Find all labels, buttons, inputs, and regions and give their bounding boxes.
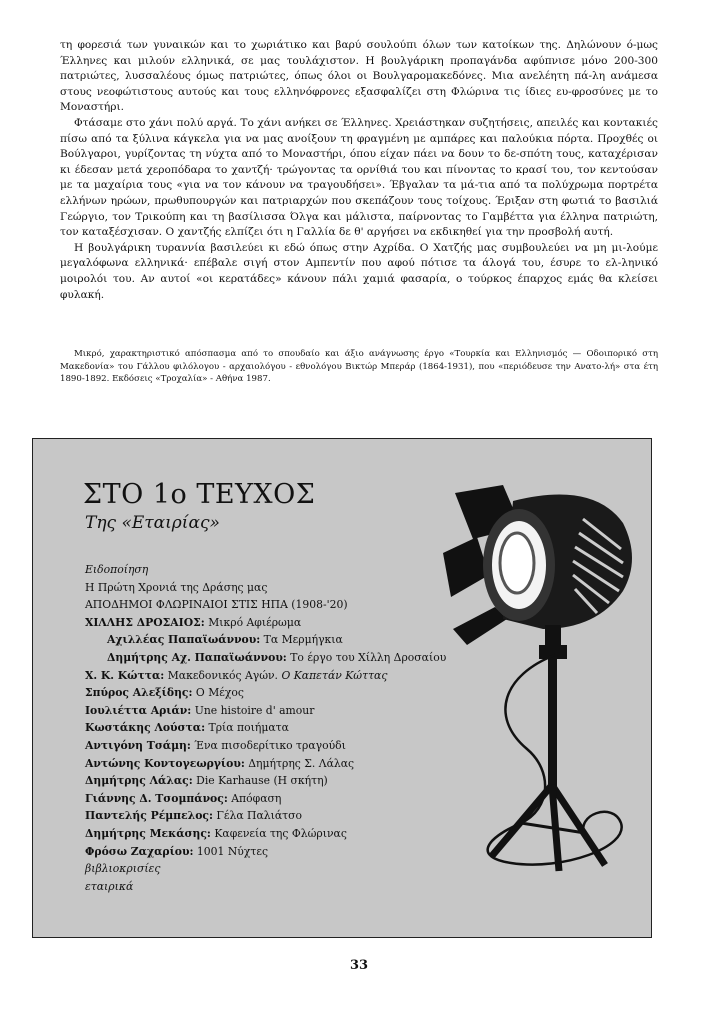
toc-entry: Γιάννης Δ. Τσομπάνος: Απόφαση xyxy=(85,791,282,805)
toc-entry: Σπύρος Αλεξίδης: Ο Μέχος xyxy=(85,686,244,700)
toc-entry: Φρόσω Ζαχαρίου: 1001 Νύχτες xyxy=(85,844,268,858)
spotlight-icon xyxy=(433,479,643,879)
toc-entry: Χ. Κ. Κώττα: Μακεδονικός Αγών. Ο Καπετάν Κώττας xyxy=(85,668,388,682)
toc-entry: ΧΙΛΛΗΣ ΔΡΟΣΑΙΟΣ: Μικρό Αφιέρωμα xyxy=(85,615,302,629)
article-paragraph: τη φορεσιά των γυναικών και το χωριάτικο και βαρύ σουλούπι όλων των κατοίκων της. Δηλώνουν ό-μως Έλληνες και μιλούν ελληνικά, σε μας τουλάχιστον. Η βουλγάρικη προπαγάνδα αφύπνισε μόνο 200-300 πατριώτες, λυσσαλέους όμως πατριώτες, όπως όλοι οι Βουλγαρομακεδόνες. Μια ανελέητη πά-λη ανάμεσα στους νεοφώτιστους αυτούς και τους ελληνόφρονες εξασφαλίζει στη Φλώρινα τις ίδιες ευ-φροσύνες με το Μοναστήρι. xyxy=(60,39,658,114)
article-paragraph: Η βουλγάρικη τυραννία βασιλεύει κι εδώ όπως στην Αχρίδα. Ο Χατζής μας συμβουλεύει να μη μι-λούμε μεγαλόφωνα ελληνικά· επέβαλε σιγή στον Αμπεντίν που αφού πότισε τα άλογά του, έσυρε το ελ-ληνικό μοιρολόι του. Αν αυτοί «οι κερατάδες» κάνουν πάλι χαμιά φασαρία, ο τούρκος έπαρχος εμάς θα κλείσει φυλακή. xyxy=(60,241,658,301)
issue-contents-panel xyxy=(32,438,652,938)
toc-entry: Αντώνης Κοντογεωργίου: Δημήτρης Σ. Λάλας xyxy=(85,756,355,770)
page-number: 33 xyxy=(349,958,369,973)
toc-entry: Κωστάκης Λούστα: Τρία ποιήματα xyxy=(85,721,289,735)
source-note: Μικρό, χαρακτηριστικό απόσπασμα από το σπουδαίο και άξιο ανάγνωσης έργο «Τουρκία και Ελληνισμός — Οδοιπορικό στη Μακεδονία» του Γάλλου φιλόλογου - αρχαιολόγου - εθνολόγου Βικτώρ Μπεράρ (1864-1931), που «περιόδευσε την Ανατο-λή» στα έτη 1890-1892. Εκδόσεις «Τροχαλία» - Αθήνα 1987. xyxy=(60,349,658,385)
toc-section: βιβλιοκρισίες xyxy=(85,862,161,876)
toc-entry: Δημήτρης Μεκάσης: Καφενεία της Φλώρινας xyxy=(85,826,347,840)
toc-entry: ΑΠΟΔΗΜΟΙ ΦΛΩΡΙΝΑΙΟΙ ΣΤΙΣ ΗΠΑ (1908-'20) xyxy=(85,598,348,612)
article-paragraph: Φτάσαμε στο χάνι πολύ αργά. Το χάνι ανήκει σε Έλληνες. Χρειάστηκαν συζητήσεις, απειλές και κοντακιές πίσω από τα ξύλινα κάγκελα για να μας ανοίξουν τη φραγμένη με αμπάρες και παλούκια πόρτα. Προχθές οι Βούλγαροι, γυρίζοντας τη νύχτα από το Μοναστήρι, όπου είχαν πάει να δουν το δε-σπότη τους, καταχέρισαν κι έδεσαν μετά χεροπόδαρα το χαντζή· τρώγοντας τα ορνίθιά του και πίνοντας το κρασί του, τον κεντούσαν με τα μαχαίρια τους «για να τον κάνουν να τραγουδήσει». Έβγαλαν τα μά-τια από τα πολύχρωμα πορτρέτα ελλήνων ηρώων, πρωθυπουργών και πατριαρχών που σκεπάζουν τους τοίχους. Έριξαν στη φωτιά το βασιλιά Γεώργιο, τον Τρικούπη και τη βασίλισσα Όλγα και μάλιστα, παίρνοντας το Γαμβέττα για έλληνα πατριώτη, τον καταξέσχισαν. Ο χαντζής ελπίζει ότι η Γαλλία δε θ' αργήσει να εκδικηθεί για την προσβολή αυτή. xyxy=(60,116,658,239)
panel-subtitle: Της «Εταιρίας» xyxy=(85,513,220,533)
article-body xyxy=(60,38,658,303)
toc-entry: Η Πρώτη Χρονιά της Δράσης μας xyxy=(85,580,268,594)
panel-title: ΣΤΟ 1ο ΤΕΥΧΟΣ xyxy=(83,479,316,510)
toc-entry: Αντιγόνη Τσάμη: Ένα πισοδερίτικο τραγούδι xyxy=(85,738,346,752)
toc-entry: Παντελής Ρέμπελος: Γέλα Παλιάτσο xyxy=(85,809,302,823)
toc-entry: Δημήτρης Αχ. Παπαϊωάννου: Το έργο του Χίλλη Δροσαίου xyxy=(107,650,447,664)
toc-entry: Αχιλλέας Παπαϊωάννου: Τα Μερμήγκια xyxy=(107,633,343,647)
toc-section: εταιρικά xyxy=(85,879,134,893)
toc-section: Ειδοποίηση xyxy=(85,563,149,576)
toc-entry: Ιουλιέττα Αριάν: Une histoire d' amour xyxy=(85,703,315,717)
toc-entry: Δημήτρης Λάλας: Die Karhause (Η σκήτη) xyxy=(85,774,328,788)
